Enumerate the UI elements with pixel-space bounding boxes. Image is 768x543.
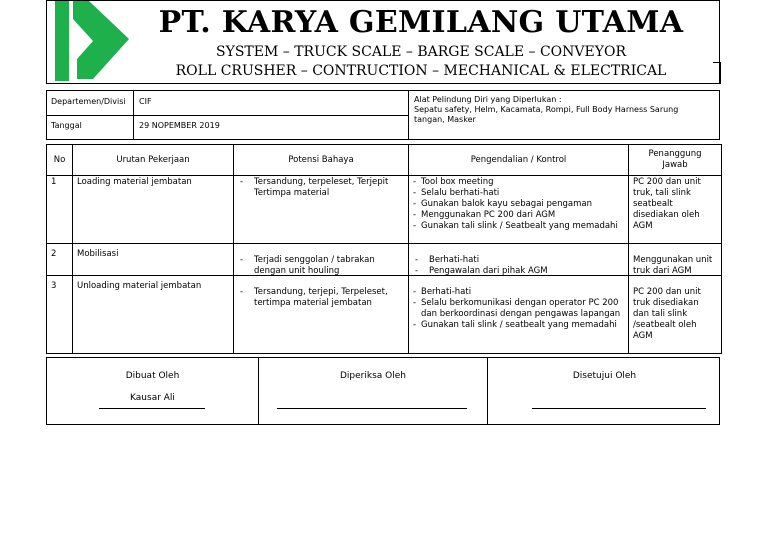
column-header-hazard: Potensi Bahaya <box>288 154 354 165</box>
date-label: Tanggal <box>51 121 82 130</box>
responsible-cell: Menggunakan unit truk dari AGM <box>633 255 713 276</box>
task-cell: Unloading material jembatan <box>77 281 202 291</box>
made-by-label: Dibuat Oleh <box>125 371 180 381</box>
company-tagline-line-2: ROLL CRUSHER – CONTRUCTION – MECHANICAL & ELECTRICAL <box>175 63 667 79</box>
made-by-signature-line <box>99 408 205 409</box>
hazard-cell <box>234 286 408 310</box>
hazard-cell <box>234 254 408 278</box>
ppe-label: Alat Pelindung Diri yang Diperlukan : <box>414 95 562 104</box>
control-item: - Selalu berkomunikasi dengan operator PC 200 dan berkoordinasi dengan pengawas lapangan <box>413 298 624 320</box>
control-item: - Gunakan balok kayu sebagai pengaman <box>413 199 624 210</box>
checked-by-signature-line <box>277 408 467 409</box>
column-header-task: Urutan Pekerjaan <box>116 154 190 165</box>
company-name: PT. KARYA GEMILANG UTAMA <box>158 5 684 40</box>
responsible-cell: PC 200 dan unit truk, tali slink seatbealt disediakan oleh AGM <box>633 177 701 231</box>
approved-by-label: Disetujui Oleh <box>572 371 637 381</box>
control-cell <box>409 286 628 332</box>
info-table <box>46 90 720 140</box>
ppe-block <box>410 93 710 127</box>
control-cell <box>409 176 628 233</box>
approved-by-signature-line <box>532 408 706 409</box>
control-item: - Berhati-hati <box>413 287 624 298</box>
control-item: - Menggunakan PC 200 dari AGM <box>413 210 624 221</box>
department-label: Departemen/Divisi <box>51 97 126 106</box>
column-header-control: Pengendalian / Kontrol <box>470 154 567 165</box>
row-number: 3 <box>51 281 57 291</box>
job-safety-table <box>46 144 722 354</box>
hazard-cell <box>234 176 408 200</box>
company-tagline-line-1: SYSTEM – TRUCK SCALE – BARGE SCALE – CONVEYOR <box>216 44 626 60</box>
control-item: - Gunakan tali slink / seatbealt yang memadahi <box>413 320 624 331</box>
date-value: 29 NOPEMBER 2019 <box>139 121 220 130</box>
checked-by-label: Diperiksa Oleh <box>340 371 406 381</box>
hazard-item: - Terjadi senggolan / tabrakan dengan unit houling <box>238 255 404 277</box>
responsible-cell: PC 200 dan unit truk disediakan dan tali slink /seatbealt oleh AGM <box>633 287 701 341</box>
column-header-no: No <box>53 154 66 165</box>
control-item: - Pengawalan dari pihak AGM <box>413 266 624 277</box>
control-item: - Selalu berhati-hati <box>413 188 624 199</box>
control-item: - Gunakan tali slink / Seatbealt yang memadahi <box>413 221 624 232</box>
task-cell: Mobilisasi <box>77 249 119 259</box>
control-item: - Tool box meeting <box>413 177 624 188</box>
control-cell <box>409 254 628 278</box>
letterhead <box>46 0 720 84</box>
header-border-edge <box>713 62 721 84</box>
control-item: - Berhati-hati <box>413 255 624 266</box>
signature-block <box>46 357 720 425</box>
hazard-item: - Tersandung, terjepi, Terpeleset, tertimpa material jembatan <box>238 287 404 309</box>
made-by-name: Kausar Ali <box>130 393 175 403</box>
row-number: 2 <box>51 249 57 259</box>
task-cell: Loading material jembatan <box>77 177 192 187</box>
department-value: CIF <box>139 97 152 106</box>
column-header-responsible: Penanggung Jawab <box>648 149 702 170</box>
ppe-value: Sepatu safety, Helm, Kacamata, Rompi, Full Body Harness Sarung tangan, Masker <box>414 105 679 124</box>
hazard-item: - Tersandung, terpeleset, Terjepit Tertimpa material <box>238 177 404 199</box>
row-number: 1 <box>51 177 57 187</box>
green-k-logo-icon <box>53 1 133 81</box>
